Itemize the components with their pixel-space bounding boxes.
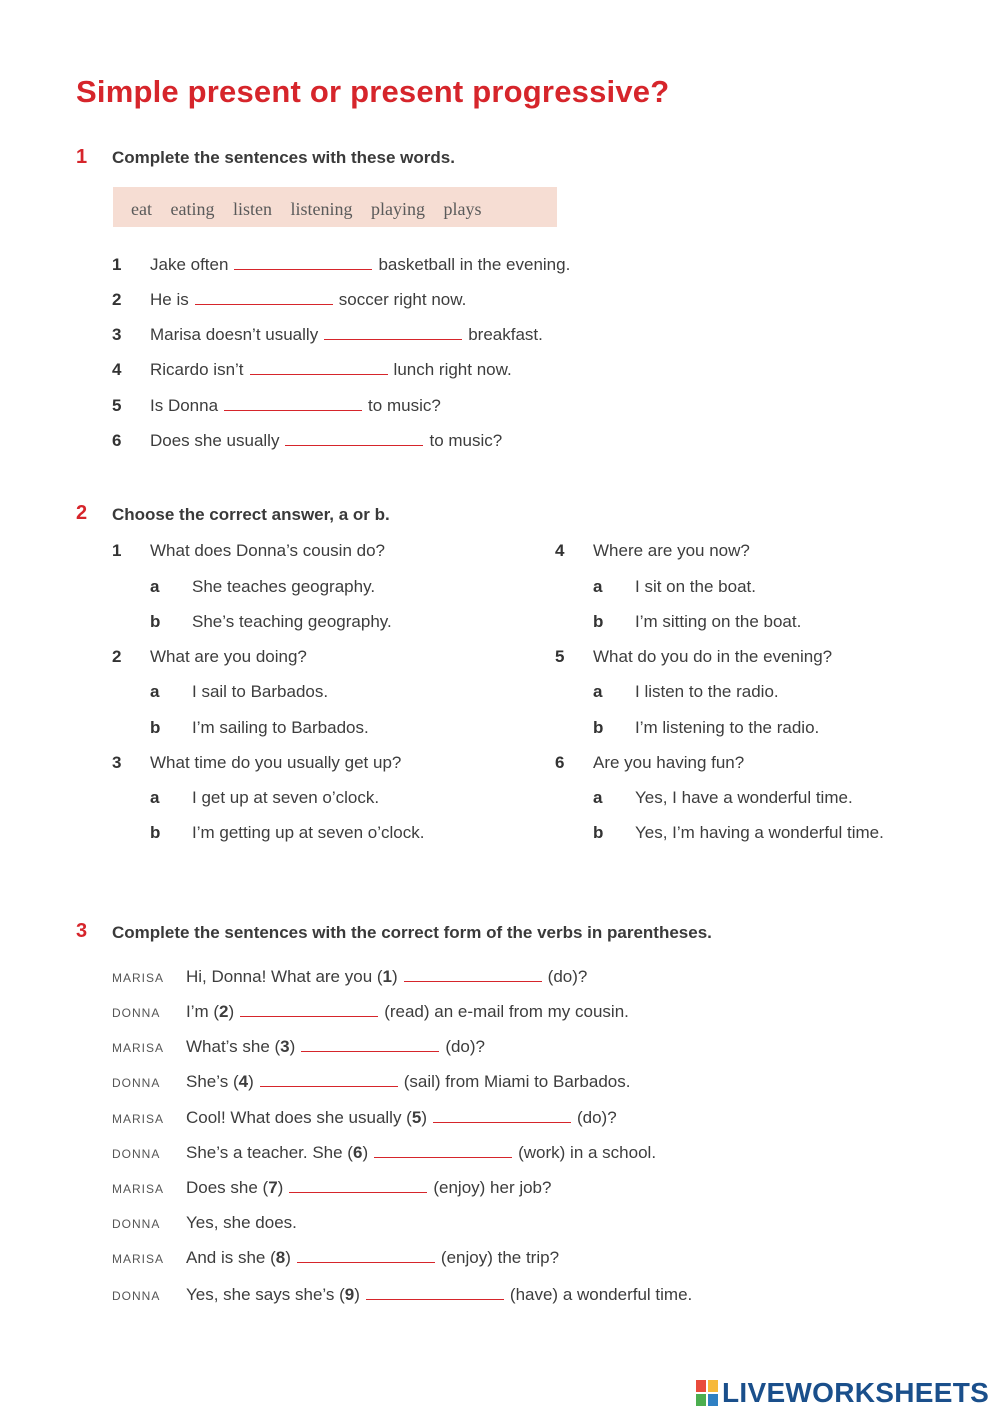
speaker-label: MARISA	[112, 1112, 165, 1126]
word-bank-item: eat	[131, 199, 152, 219]
exercise-1-item	[112, 395, 441, 417]
line-text: Hi, Donna! What are you (	[186, 967, 383, 986]
question	[555, 646, 832, 668]
liveworksheets-logo[interactable]	[696, 1376, 989, 1410]
option-letter: b	[593, 612, 604, 631]
item-text: soccer right now.	[338, 290, 467, 309]
option-letter: b	[150, 612, 161, 631]
speaker-label: DONNA	[112, 1147, 161, 1161]
word-bank-item: eating	[170, 199, 215, 219]
answer-blank[interactable]	[289, 1178, 427, 1193]
word-bank-item: playing	[370, 199, 425, 219]
line-text: Yes, she says she’s (	[186, 1285, 345, 1304]
item-number: 2	[112, 290, 122, 309]
gap-number: 8	[275, 1248, 286, 1267]
item-number: 1	[112, 255, 122, 274]
gap-number: 3	[280, 1037, 290, 1056]
option-a[interactable]	[150, 681, 328, 703]
option-letter: a	[150, 577, 160, 596]
option-letter: b	[593, 823, 604, 842]
option-text: I’m sitting on the boat.	[635, 612, 802, 631]
option-text: I sail to Barbados.	[192, 682, 329, 701]
line-text: )	[228, 1002, 235, 1021]
answer-blank[interactable]	[240, 1002, 378, 1017]
item-text: Does she usually	[150, 431, 280, 450]
gap-number: 5	[411, 1108, 422, 1127]
question	[555, 540, 750, 562]
answer-blank[interactable]	[301, 1037, 439, 1052]
item-text: He is	[150, 290, 189, 309]
line-text: (work) in a school.	[518, 1143, 657, 1162]
line-text: (do)?	[576, 1108, 617, 1127]
line-text: (read) an e-mail from my cousin.	[384, 1002, 629, 1021]
gap-number: 4	[238, 1072, 249, 1091]
line-text: Cool! What does she usually (	[186, 1108, 412, 1127]
answer-blank[interactable]	[374, 1143, 512, 1158]
option-text: I listen to the radio.	[635, 682, 779, 701]
word-bank-item: listening	[290, 199, 353, 219]
option-a[interactable]	[593, 576, 756, 598]
dialogue-line	[112, 1284, 692, 1307]
question-number: 4	[555, 541, 565, 560]
line-text: (do)?	[547, 967, 588, 986]
question-text: What do you do in the evening?	[593, 647, 833, 666]
exercise-1-number: 1	[76, 146, 88, 168]
line-text: )	[277, 1178, 284, 1197]
option-b[interactable]	[593, 822, 884, 844]
item-text: Is Donna	[150, 396, 219, 415]
option-text: She’s teaching geography.	[192, 612, 392, 631]
line-text: )	[289, 1037, 296, 1056]
speaker-label: DONNA	[112, 1217, 161, 1231]
line-text: She’s (	[186, 1072, 239, 1091]
question	[112, 646, 307, 668]
exercise-3-number: 3	[76, 920, 88, 942]
speaker-label: MARISA	[112, 1252, 165, 1266]
option-a[interactable]	[150, 787, 379, 809]
option-letter: a	[150, 788, 160, 807]
option-letter: a	[593, 577, 603, 596]
exercise-1-item	[112, 430, 502, 452]
item-text: lunch right now.	[393, 360, 512, 379]
logo-icon	[696, 1380, 718, 1406]
question-text: What time do you usually get up?	[150, 753, 402, 772]
line-text: (sail) from Miami to Barbados.	[403, 1072, 631, 1091]
speaker-label: DONNA	[112, 1076, 161, 1090]
speaker-label: MARISA	[112, 1182, 165, 1196]
option-a[interactable]	[593, 787, 853, 809]
item-number: 3	[112, 325, 122, 344]
option-text: I get up at seven o’clock.	[192, 788, 380, 807]
question-text: What does Donna’s cousin do?	[150, 541, 386, 560]
line-text: I’m (	[186, 1002, 220, 1021]
option-text: I’m sailing to Barbados.	[192, 718, 369, 737]
question-text: Are you having fun?	[593, 753, 745, 772]
word-bank-item: listen	[232, 199, 272, 219]
item-number: 6	[112, 431, 122, 450]
option-text: Yes, I’m having a wonderful time.	[635, 823, 884, 842]
question	[112, 752, 401, 774]
line-text: (enjoy) her job?	[433, 1178, 552, 1197]
question-number: 5	[555, 647, 565, 666]
dialogue-line	[112, 1107, 617, 1130]
option-text: I’m getting up at seven o’clock.	[192, 823, 425, 842]
line-text: And is she (	[186, 1248, 276, 1267]
line-text: Yes, she does.	[186, 1213, 297, 1232]
option-letter: b	[150, 823, 161, 842]
gap-number: 1	[382, 967, 392, 986]
answer-blank[interactable]	[195, 290, 333, 305]
answer-blank[interactable]	[297, 1248, 435, 1263]
item-number: 5	[112, 396, 122, 415]
exercise-1-item	[112, 324, 543, 346]
question-number: 2	[112, 647, 122, 666]
speaker-label: DONNA	[112, 1006, 161, 1020]
question	[555, 752, 744, 774]
line-text: )	[354, 1285, 360, 1304]
line-text: (do)?	[445, 1037, 485, 1056]
option-b[interactable]	[150, 611, 392, 633]
speaker-label: DONNA	[112, 1289, 161, 1303]
line-text: )	[285, 1248, 291, 1267]
item-text: Jake often	[150, 255, 229, 274]
gap-number: 9	[344, 1285, 355, 1304]
option-b[interactable]	[150, 717, 369, 739]
option-letter: a	[150, 682, 160, 701]
answer-blank[interactable]	[250, 360, 388, 375]
item-text: to music?	[429, 431, 503, 450]
item-text: Marisa doesn’t usually	[150, 325, 319, 344]
option-letter: b	[150, 718, 161, 737]
line-text: Does she (	[186, 1178, 269, 1197]
dialogue-line	[112, 1212, 297, 1235]
dialogue-line	[112, 1001, 629, 1024]
line-text: What’s she (	[186, 1037, 281, 1056]
line-text: She’s a teacher. She (	[186, 1143, 353, 1162]
item-text: breakfast.	[468, 325, 543, 344]
line-text: (enjoy) the trip?	[440, 1248, 560, 1267]
question-text: Where are you now?	[593, 541, 750, 560]
item-number: 4	[112, 360, 122, 379]
word-bank	[113, 187, 557, 227]
line-text: (have) a wonderful time.	[509, 1285, 693, 1304]
question	[112, 540, 385, 562]
answer-blank[interactable]	[433, 1108, 571, 1123]
option-text: I sit on the boat.	[635, 577, 756, 596]
answer-blank[interactable]	[224, 396, 362, 411]
dialogue-line	[112, 1142, 656, 1165]
option-text: I’m listening to the radio.	[635, 718, 820, 737]
dialogue-line	[112, 966, 587, 989]
line-text: )	[248, 1072, 254, 1091]
question-number: 6	[555, 753, 565, 772]
speaker-label: MARISA	[112, 1041, 165, 1055]
option-b[interactable]	[593, 611, 801, 633]
answer-blank[interactable]	[324, 325, 462, 340]
item-text: Ricardo isn’t	[150, 360, 244, 379]
dialogue-line	[112, 1071, 630, 1094]
option-a[interactable]	[150, 576, 375, 598]
option-letter: b	[593, 718, 604, 737]
dialogue-line	[112, 1036, 485, 1059]
exercise-1-instruction: Complete the sentences with these words.	[112, 148, 455, 167]
answer-blank[interactable]	[404, 967, 542, 982]
exercise-2-instruction: Choose the correct answer, a or b.	[112, 505, 390, 524]
option-a[interactable]	[593, 681, 779, 703]
option-b[interactable]	[593, 717, 819, 739]
dialogue-line	[112, 1177, 551, 1200]
gap-number: 7	[268, 1178, 278, 1197]
gap-number: 2	[219, 1002, 229, 1021]
answer-blank[interactable]	[285, 431, 423, 446]
question-text: What are you doing?	[150, 647, 307, 666]
question-number: 1	[112, 541, 122, 560]
answer-blank[interactable]	[366, 1285, 504, 1300]
dialogue-line	[112, 1247, 559, 1270]
exercise-1-item	[112, 359, 512, 381]
answer-blank[interactable]	[260, 1072, 398, 1087]
option-letter: a	[593, 682, 603, 701]
exercise-1-item	[112, 289, 466, 311]
line-text: )	[421, 1108, 427, 1127]
exercise-2-number: 2	[76, 502, 88, 524]
gap-number: 6	[352, 1143, 363, 1162]
word-bank-item: plays	[443, 199, 482, 219]
logo-text: LIVEWORKSHEETS	[722, 1377, 990, 1408]
question-number: 3	[112, 753, 122, 772]
line-text: )	[392, 967, 398, 986]
exercise-1-item	[112, 254, 570, 276]
page-title: Simple present or present progressive?	[76, 74, 670, 109]
option-text: Yes, I have a wonderful time.	[635, 788, 853, 807]
line-text: )	[362, 1143, 369, 1162]
item-text: basketball in the evening.	[378, 255, 571, 274]
option-letter: a	[593, 788, 603, 807]
answer-blank[interactable]	[234, 255, 372, 270]
exercise-3-instruction: Complete the sentences with the correct form of the verbs in parentheses.	[112, 923, 712, 942]
option-b[interactable]	[150, 822, 424, 844]
item-text: to music?	[368, 396, 441, 415]
speaker-label: MARISA	[112, 971, 165, 985]
option-text: She teaches geography.	[192, 577, 376, 596]
